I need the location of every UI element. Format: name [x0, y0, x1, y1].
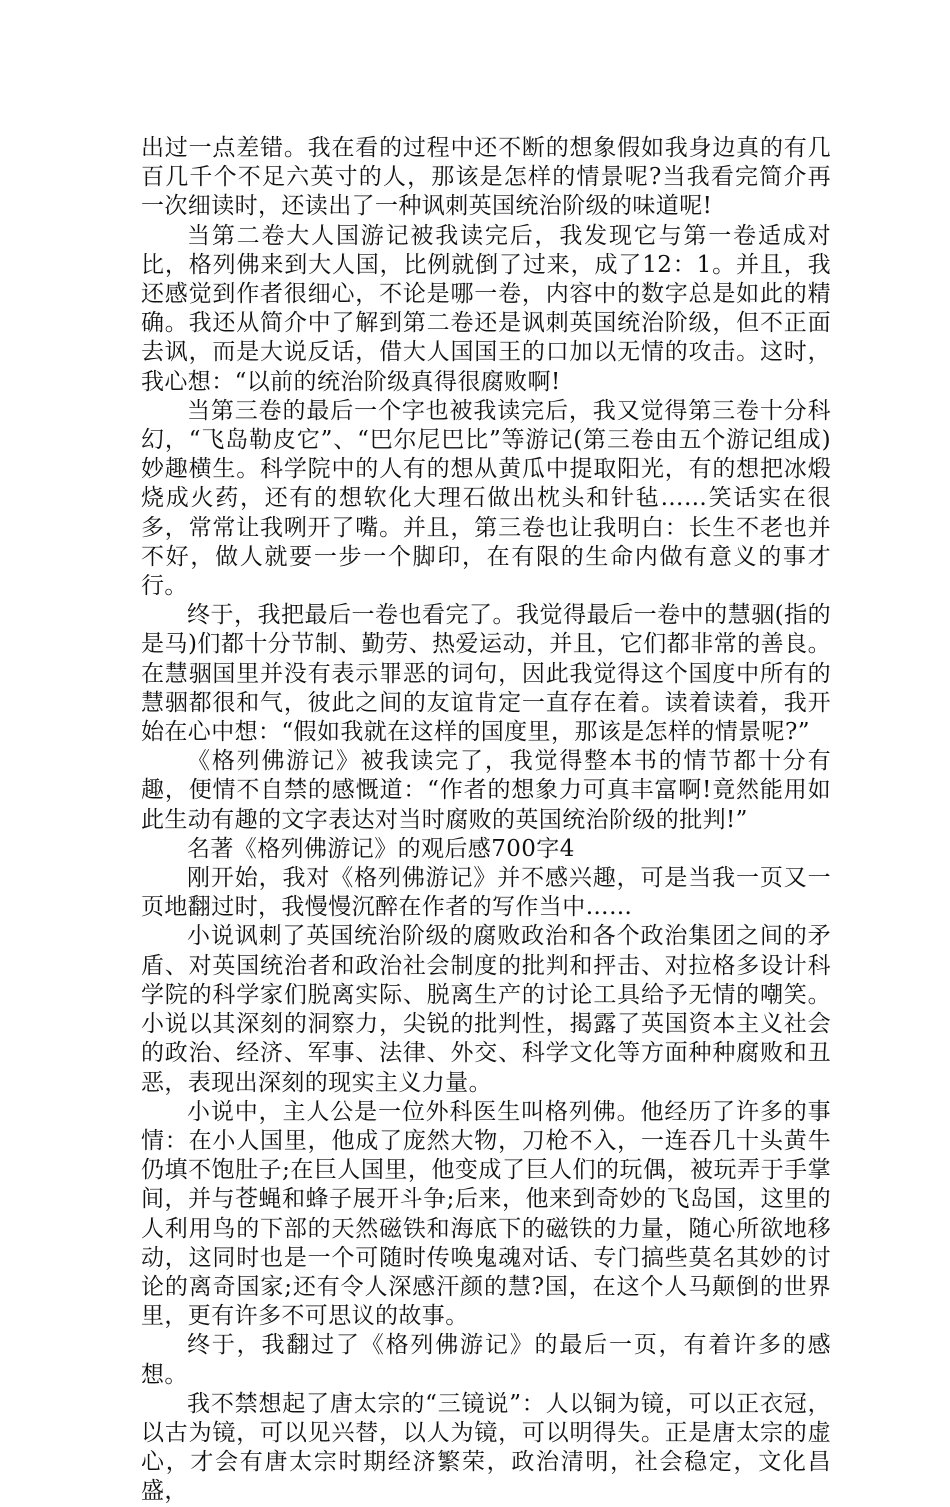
paragraph-continuation: 出过一点差错。我在看的过程中还不断的想象假如我身边真的有几百几千个不足六英寸的人，那该是怎样的情景呢?当我看完简介再一次细读时，还读出了一种讽刺英国统治阶级的味道呢!: [141, 135, 831, 220]
paragraph-volume-four: 终于，我把最后一卷也看完了。我觉得最后一卷中的慧骃(指的是马)们都十分节制、勤劳、热爱运动，并且，它们都非常的善良。在慧骃国里并没有表示罪恶的词句，因此我觉得这个国度中所有的慧骃都很和气，彼此之间的友谊肯定一直存在着。读着读着，我开始在心中想：“假如我就在这样的国度里，那该是怎样的情景呢?”: [141, 602, 831, 746]
paragraph-intro: 刚开始，我对《格列佛游记》并不感兴趣，可是当我一页又一页地翻过时，我慢慢沉醉在作者的写作当中……: [141, 865, 831, 921]
paragraph-conclusion: 《格列佛游记》被我读完了，我觉得整本书的情节都十分有趣，便情不自禁的感慨道：“作者的想象力可真丰富啊!竟然能用如此生动有趣的文字表达对当时腐败的英国统治阶级的批判!”: [141, 748, 831, 833]
document-body: [141, 134, 831, 1507]
paragraph-last-page: 终于，我翻过了《格列佛游记》的最后一页，有着许多的感想。: [141, 1332, 831, 1388]
paragraph-volume-two: 当第二卷大人国游记被我读完后，我发现它与第一卷适成对比，格列佛来到大人国，比例就倒了过来，成了12：1。并且，我还感觉到作者很细心，不论是哪一卷，内容中的数字总是如此的精确。我还从简介中了解到第二卷还是讽刺英国统治阶级，但不正面去讽，而是大说反话，借大人国国王的口加以无情的攻击。这时，我心想：“以前的统治阶级真得很腐败啊!: [141, 222, 831, 395]
paragraph-three-mirrors: 我不禁想起了唐太宗的“三镜说”：人以铜为镜，可以正衣冠，以古为镜，可以见兴替，以人为镜，可以明得失。正是唐太宗的虚心，才会有唐太宗时期经济繁荣，政治清明，社会稳定，文化昌盛，: [141, 1390, 831, 1505]
paragraph-satire: 小说讽刺了英国统治阶级的腐败政治和各个政治集团之间的矛盾、对英国统治者和政治社会制度的批判和抨击、对拉格多设计科学院的科学家们脱离实际、脱离生产的讨论工具给予无情的嘲笑。小说以其深刻的洞察力，尖锐的批判性，揭露了英国资本主义社会的政治、经济、军事、法律、外交、科学文化等方面种种腐败和丑恶，表现出深刻的现实主义力量。: [141, 923, 831, 1096]
paragraph-volume-three: 当第三卷的最后一个字也被我读完后，我又觉得第三卷十分科幻，“飞岛勒皮它”、“巴尔尼巴比”等游记(第三卷由五个游记组成)妙趣横生。科学院中的人有的想从黄瓜中提取阳光，有的想把冰煅烧成火药，还有的想软化大理石做出枕头和针毡……笑话实在很多，常常让我咧开了嘴。并且，第三卷也让我明白：长生不老也并不好，做人就要一步一个脚印，在有限的生命内做有意义的事才行。: [141, 397, 831, 600]
paragraph-protagonist: 小说中，主人公是一位外科医生叫格列佛。他经历了许多的事情：在小人国里，他成了庞然大物，刀枪不入，一连吞几十头黄牛仍填不饱肚子;在巨人国里，他变成了巨人们的玩偶，被玩弄于手掌间，并与苍蝇和蜂子展开斗争;后来，他来到奇妙的飞岛国，这里的人利用鸟的下部的天然磁铁和海底下的磁铁的力量，随心所欲地移动，这同时也是一个可随时传唤鬼魂对话、专门搞些莫名其妙的讨论的离奇国家;还有令人深感汗颜的慧?国，在这个人马颠倒的世界里，更有许多不可思议的故事。: [141, 1098, 831, 1330]
section-heading: 名著《格列佛游记》的观后感700字4: [187, 835, 575, 862]
